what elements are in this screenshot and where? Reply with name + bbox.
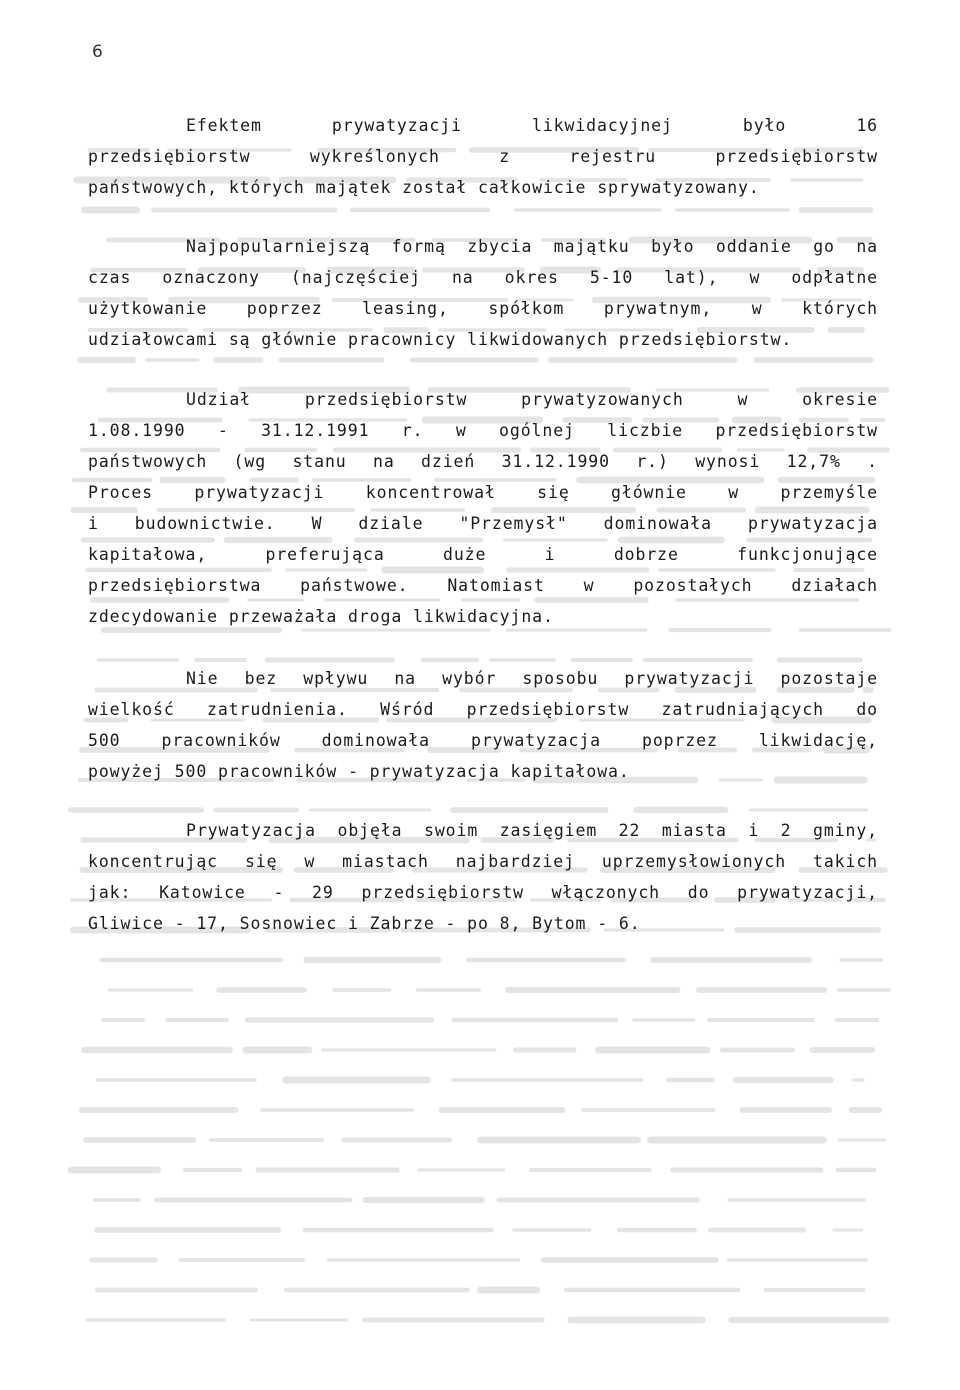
text-line: Udział przedsiębiorstw prywatyzowanych w okresie: [186, 390, 878, 409]
text-line: i budownictwie. W dziale "Przemysł" dominowała prywatyzacja: [88, 514, 878, 533]
paragraph-3: [88, 384, 878, 632]
text-line: użytkowanie poprzez leasing, spółkom prywatnym, w których: [88, 299, 878, 318]
text-line: państwowych, których majątek został całkowicie sprywatyzowany.: [88, 178, 760, 197]
text-line: wielkość zatrudnienia. Wśród przedsiębiorstw zatrudniających do: [88, 700, 878, 719]
text-line: państwowych (wg stanu na dzień 31.12.1990 r.) wynosi 12,7% .: [88, 452, 878, 471]
text-line: jak: Katowice - 29 przedsiębiorstw włączonych do prywatyzacji,: [88, 883, 878, 902]
paragraph-1: [88, 110, 878, 203]
paragraph-4: [88, 663, 878, 787]
text-line: udziałowcami są głównie pracownicy likwidowanych przedsiębiorstw.: [88, 330, 793, 349]
text-line: powyżej 500 pracowników - prywatyzacja kapitałowa.: [88, 762, 630, 781]
text-line: Gliwice - 17, Sosnowiec i Zabrze - po 8, Bytom - 6.: [88, 914, 641, 933]
text-line: zdecydowanie przeważała droga likwidacyjna.: [88, 607, 554, 626]
text-line: Prywatyzacja objęła swoim zasięgiem 22 miasta i 2 gminy,: [186, 821, 878, 840]
text-line: Efektem prywatyzacji likwidacyjnej było 16: [186, 116, 878, 135]
text-line: Najpopularniejszą formą zbycia majątku było oddanie go na: [186, 237, 878, 256]
text-line: Proces prywatyzacji koncentrował się głównie w przemyśle: [88, 483, 878, 502]
text-line: koncentrując się w miastach najbardziej uprzemysłowionych takich: [88, 852, 878, 871]
text-line: kapitałowa, preferująca duże i dobrze funkcjonujące: [88, 545, 878, 564]
page-number: 6: [92, 42, 103, 62]
text-line: czas oznaczony (najczęściej na okres 5-10 lat), w odpłatne: [88, 268, 878, 287]
paragraph-2: [88, 231, 878, 355]
paragraph-5: [88, 815, 878, 939]
text-line: przedsiębiorstw wykreślonych z rejestru przedsiębiorstw: [88, 147, 878, 166]
text-line: 500 pracowników dominowała prywatyzacja poprzez likwidację,: [88, 731, 878, 750]
text-line: Nie bez wpływu na wybór sposobu prywatyzacji pozostaje: [186, 669, 878, 688]
text-line: 1.08.1990 - 31.12.1991 r. w ogólnej liczbie przedsiębiorstw: [88, 421, 878, 440]
text-line: przedsiębiorstwa państwowe. Natomiast w pozostałych działach: [88, 576, 878, 595]
